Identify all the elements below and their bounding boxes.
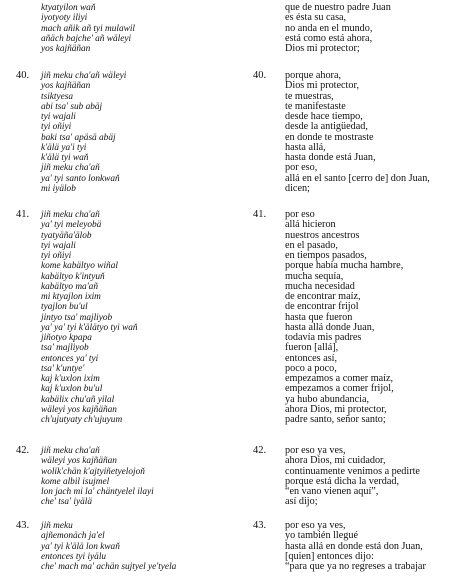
tzeltal-line: jintyo tsa' majliyob: [41, 312, 113, 323]
spanish-line: nuestros ancestros: [285, 229, 360, 241]
verse-number: 42.: [253, 445, 267, 456]
tzeltal-line: entonces tyi iyälu: [41, 551, 107, 562]
spanish-line: [quien] entonces dijo:: [285, 550, 374, 562]
verse-number: 43.: [253, 520, 267, 531]
tzeltal-line: mach añik añ tyi mulawil: [41, 23, 135, 34]
tzeltal-line: kabältyo k'intyuň: [41, 271, 105, 282]
verse-number: 40.: [16, 70, 30, 81]
spanish-line: porque ahora,: [285, 70, 342, 81]
tzeltal-line: tyatyäña'älob: [41, 230, 92, 241]
spanish-line: mucha necesidad: [285, 280, 355, 292]
spanish-line: fueron [allá],: [285, 342, 339, 354]
spanish-line: por eso: [285, 209, 315, 220]
tzeltal-line: tyajlon bu'ul: [41, 302, 88, 313]
tzeltal-line: kabälix chu'añ yilal: [41, 394, 115, 405]
tzeltal-line: jiñ meku cha'añ: [41, 210, 100, 220]
tzeltal-line: tyi wajali: [41, 240, 76, 251]
spanish-line: te muestras,: [285, 90, 334, 102]
tzeltal-column: [41, 210, 246, 425]
spanish-line: ya hubo abundancia,: [285, 393, 370, 405]
tzeltal-line: kome albil isujmel: [41, 476, 110, 487]
spanish-line: hasta allá,: [285, 141, 326, 153]
tzeltal-line: tsiktyesa: [41, 91, 74, 102]
spanish-line: está como está ahora,: [285, 32, 373, 44]
tzeltal-line: kaj k'uxlon bu'ul: [41, 384, 103, 395]
spanish-line: mucha sequía,: [285, 270, 344, 282]
tzeltal-line: entonces ya' tyi: [41, 353, 99, 364]
tzeltal-column: [41, 521, 246, 572]
spanish-line: no anda en el mundo,: [285, 22, 373, 34]
spanish-line: desde hace tiempo,: [285, 111, 363, 122]
tzeltal-line: kaj k'uxlon ixim: [41, 374, 100, 384]
tzeltal-column: [41, 3, 246, 54]
spanish-line: ahora Dios, mi protector,: [285, 403, 387, 415]
spanish-line: yo también llegué: [285, 530, 358, 542]
tzeltal-line: jiñ meku cha'añ wäleyi: [41, 71, 127, 81]
spanish-column: [285, 3, 450, 54]
spanish-line: de encontrar frijol: [285, 301, 359, 313]
verse-number: 40.: [253, 70, 267, 81]
spanish-line: hasta allá donde Juan,: [285, 321, 375, 333]
tzeltal-line: tyi oñiyi: [41, 122, 72, 133]
tzeltal-line: ya' tyi meleyobä: [41, 220, 102, 231]
spanish-line: así dijo;: [285, 496, 318, 508]
tzeltal-line: wäleyi yos kajñäñan: [41, 456, 117, 467]
spanish-line: allá hicieron: [285, 219, 336, 231]
spanish-line: te manifestaste: [285, 100, 346, 112]
tzeltal-line: kome kabältyo wiñal: [41, 261, 118, 272]
tzeltal-line: tsa' majliyob: [41, 343, 89, 354]
verse-number: 43.: [16, 520, 30, 531]
spanish-line: todavía mis padres: [285, 332, 362, 343]
tzeltal-line: wolik'chän k'ajtyiñetyelojoň: [41, 466, 145, 477]
spanish-line: ahora Dios, mi cuidador,: [285, 455, 386, 467]
tzeltal-line: ya' tyi santo lonkwaň: [41, 173, 120, 184]
tzeltal-line: ktyatyilon waň: [41, 3, 96, 13]
spanish-line: por eso ya ves,: [285, 445, 346, 456]
spanish-line: es ésta su casa,: [285, 12, 347, 24]
spanish-line: en tiempos pasados,: [285, 250, 367, 261]
spanish-line: por eso,: [285, 162, 318, 174]
spanish-line: hasta donde está Juan,: [285, 152, 376, 163]
tzeltal-column: [41, 71, 246, 194]
tzeltal-line: jiñotyo kpapa: [41, 333, 92, 343]
tzeltal-line: yos kajñäñan: [41, 44, 91, 54]
tzeltal-line: abi tsa' sub abäj: [41, 101, 103, 112]
spanish-line: hasta allá en donde está don Juan,: [285, 540, 423, 552]
tzeltal-line: jiñ meku cha'añ: [41, 446, 100, 456]
spanish-line: Dios mi protector;: [285, 43, 360, 54]
spanish-line: en el pasado,: [285, 239, 338, 251]
tzeltal-line: baki tsa' apäsä abäj: [41, 132, 116, 143]
tzeltal-line: yos kajñäñan: [41, 81, 91, 92]
tzeltal-line: wäleyi yos kajñäñan: [41, 404, 117, 415]
spanish-line: desde la antigüedad,: [285, 121, 368, 133]
tzeltal-line: lon jach mi la' chäntyelel ilayi: [41, 487, 154, 497]
tzeltal-line: ya' tyi k'älä lon kwaň: [41, 541, 120, 552]
spanish-line: empezamos a comer maíz,: [285, 373, 394, 384]
spanish-line: padre santo, señor santo;: [285, 414, 386, 425]
spanish-column: [285, 210, 450, 425]
tzeltal-line: tsa' k'untye': [41, 363, 85, 374]
tzeltal-line: che' mach ma' achän sujtyel ye'tyela: [41, 562, 177, 572]
spanish-line: dicen;: [285, 182, 310, 194]
spanish-line: entonces así,: [285, 352, 338, 364]
tzeltal-line: jiñ meku cha'añ: [41, 163, 100, 174]
tzeltal-column: [41, 446, 246, 508]
spanish-line: que de nuestro padre Juan: [285, 2, 391, 13]
tzeltal-line: k'älä tyi waň: [41, 153, 89, 163]
spanish-line: continuamente venimos a pedirte: [285, 465, 420, 477]
spanish-line: porque había mucha hambre,: [285, 260, 404, 272]
tzeltal-line: mi ktyajlon ixim: [41, 292, 101, 302]
tzeltal-line: jiñ meku: [41, 521, 73, 531]
spanish-column: [285, 521, 450, 572]
spanish-line: “en vano vienen aquí”,: [285, 486, 379, 497]
spanish-line: hasta que fueron: [285, 311, 353, 323]
tzeltal-line: ya' ya' tyi k'älätyo tyi waň: [41, 322, 138, 333]
tzeltal-line: kabältyo ma'añ: [41, 281, 98, 292]
tzeltal-line: tyi oñiyi: [41, 251, 72, 261]
spanish-line: de encontrar maíz,: [285, 291, 361, 302]
tzeltal-line: k'älä ya'i tyi: [41, 142, 87, 153]
spanish-line: en donde te mostraste: [285, 131, 374, 143]
spanish-line: por eso ya ves,: [285, 520, 346, 531]
spanish-line: empezamos a comer frijol,: [285, 383, 394, 395]
spanish-column: [285, 71, 450, 194]
tzeltal-line: añäch bajche' añ wäleyi: [41, 33, 132, 44]
spanish-line: allá en el santo [cerro de] don Juan,: [285, 172, 430, 184]
tzeltal-line: iyotyoty iliyi: [41, 13, 88, 24]
tzeltal-line: ajñemonäch ja'el: [41, 531, 105, 542]
tzeltal-line: che' tsa' iyälä: [41, 497, 92, 508]
tzeltal-line: ch'ujutyaty ch'ujuyum: [41, 415, 123, 425]
verse-number: 41.: [253, 209, 267, 220]
verse-number: 42.: [16, 445, 30, 456]
tzeltal-line: mi iyälob: [41, 183, 76, 194]
spanish-column: [285, 446, 450, 508]
spanish-line: poco a poco,: [285, 362, 337, 374]
spanish-line: Dios mi protector,: [285, 80, 360, 92]
spanish-line: “para que ya no regreses a trabajar: [285, 561, 426, 572]
verse-number: 41.: [16, 209, 30, 220]
tzeltal-line: tyi wajali: [41, 112, 76, 122]
spanish-line: porque está dicha la verdad,: [285, 475, 399, 487]
